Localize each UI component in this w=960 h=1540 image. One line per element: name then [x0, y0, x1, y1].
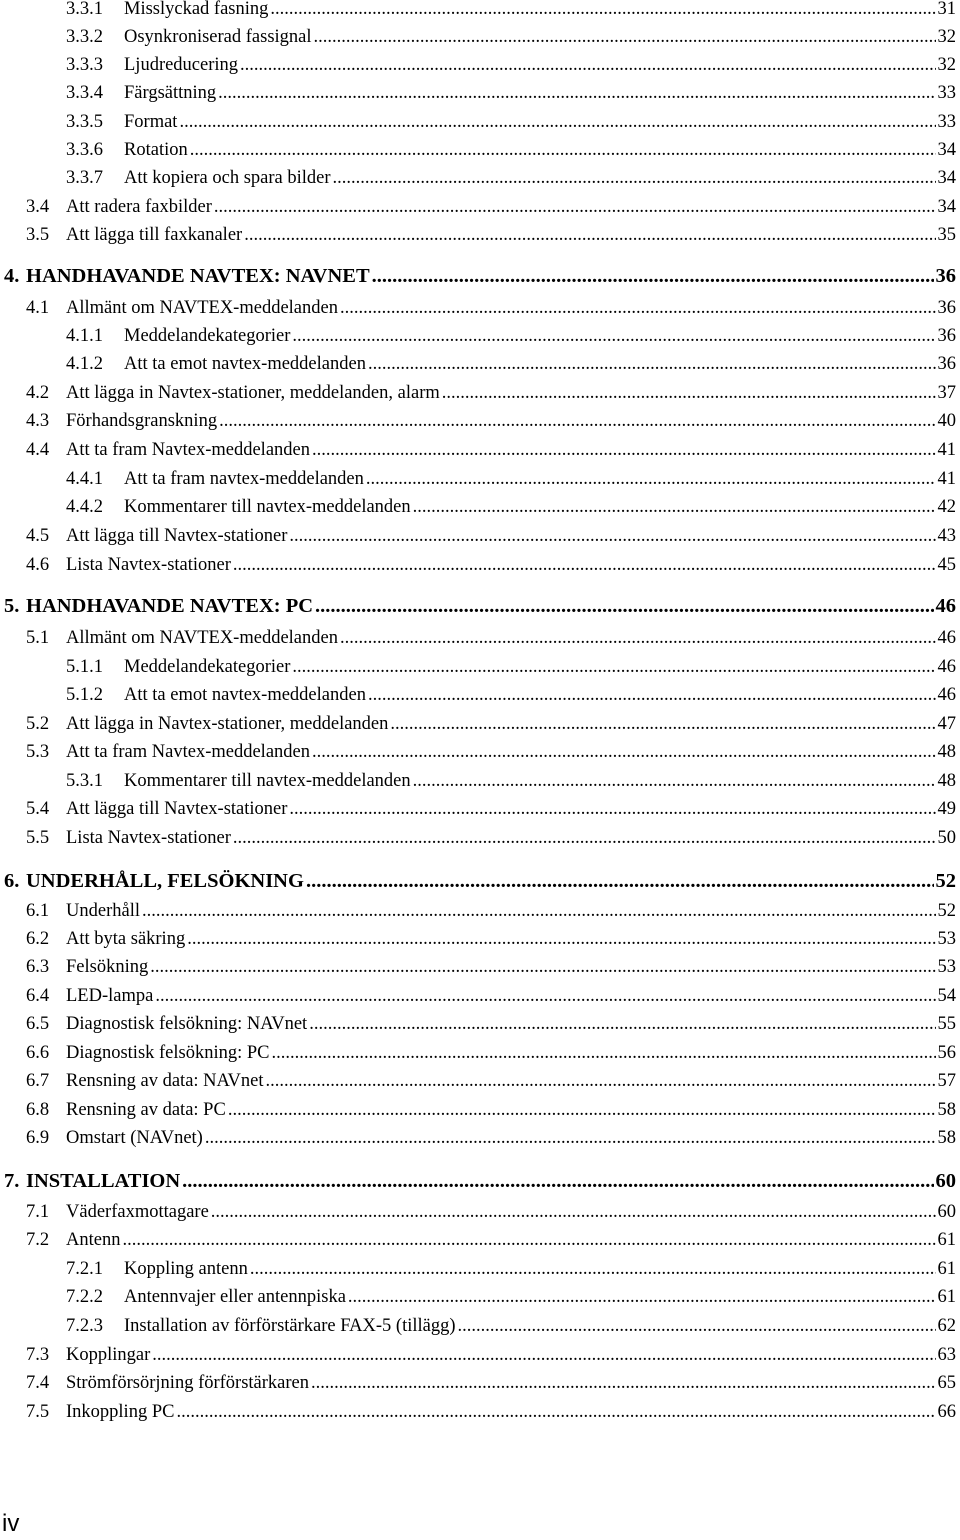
toc-entry-number: 5.1 — [26, 628, 50, 648]
toc-entry-number: 4.4 — [26, 440, 50, 460]
toc-entry-number: 4.1 — [26, 298, 50, 318]
toc-entry-page: 41 — [937, 469, 956, 489]
toc-entry-title: Att ta emot navtex-meddelanden — [124, 354, 366, 374]
toc-dot-leader — [315, 594, 933, 618]
toc-entry-page: 40 — [937, 411, 956, 431]
toc-dot-leader — [270, 0, 935, 21]
toc-entry[interactable] — [66, 53, 956, 77]
toc-entry-page: 46 — [937, 657, 956, 677]
toc-entry[interactable] — [26, 1098, 956, 1122]
toc-entry-number: 4. — [4, 265, 20, 287]
toc-entry[interactable] — [26, 1228, 956, 1252]
toc-entry-title: HANDHAVANDE NAVTEX: NAVNET — [26, 265, 370, 287]
toc-dot-leader — [233, 826, 936, 850]
toc-entry-title: Allmänt om NAVTEX-meddelanden — [66, 298, 338, 318]
toc-dot-leader — [292, 324, 935, 348]
toc-entry-title: Att byta säkring — [66, 929, 186, 949]
toc-entry[interactable] — [66, 324, 956, 348]
toc-entry-title: Strömförsörjning förförstärkaren — [66, 1373, 310, 1393]
toc-entry-number: 5. — [4, 595, 20, 617]
toc-entry-number: 3.4 — [26, 197, 50, 217]
toc-dot-leader — [187, 927, 935, 951]
toc-entry-title: Att ta fram Navtex-meddelanden — [66, 440, 310, 460]
toc-entry-title: Kommentarer till navtex-meddelanden — [124, 497, 411, 517]
toc-entry[interactable] — [66, 495, 956, 519]
toc-entry-number: 5.1.2 — [66, 685, 103, 705]
toc-entry[interactable] — [4, 869, 956, 893]
toc-entry[interactable] — [66, 352, 956, 376]
toc-entry-title: Väderfaxmottagare — [66, 1202, 209, 1222]
toc-entry-number: 6.6 — [26, 1043, 50, 1063]
toc-entry-number: 7.2.3 — [66, 1316, 103, 1336]
toc-entry[interactable] — [4, 1169, 956, 1193]
toc-dot-leader — [348, 1285, 936, 1309]
toc-entry-title: Antenn — [66, 1230, 121, 1250]
toc-dot-leader — [244, 223, 935, 247]
toc-entry-number: 5.3 — [26, 742, 50, 762]
toc-entry-title: Kommentarer till navtex-meddelanden — [124, 771, 411, 791]
toc-entry[interactable] — [66, 0, 956, 21]
toc-entry-number: 7.3 — [26, 1345, 50, 1365]
toc-entry-title: Att lägga in Navtex-stationer, meddelanden — [66, 714, 389, 734]
toc-entry[interactable] — [26, 1343, 956, 1367]
toc-entry-title: LED-lampa — [66, 986, 154, 1006]
toc-entry[interactable] — [26, 381, 956, 405]
toc-entry-page: 46 — [935, 595, 956, 617]
toc-entry-title: INSTALLATION — [26, 1170, 181, 1192]
toc-entry-title: Förhandsgranskning — [66, 411, 218, 431]
toc-entry-page: 34 — [937, 197, 956, 217]
toc-dot-leader — [179, 110, 935, 134]
toc-entry-title: Att lägga in Navtex-stationer, meddelanden, alarm — [66, 383, 440, 403]
toc-entry-page: 36 — [937, 354, 956, 374]
toc-entry-number: 3.3.7 — [66, 168, 103, 188]
toc-entry-page: 60 — [937, 1202, 956, 1222]
toc-dot-leader — [142, 899, 936, 923]
toc-entry[interactable] — [26, 1126, 956, 1150]
toc-entry-page: 36 — [937, 298, 956, 318]
toc-entry-number: 4.4.1 — [66, 469, 103, 489]
toc-dot-leader — [190, 138, 936, 162]
toc-entry-title: UNDERHÅLL, FELSÖKNING — [26, 870, 304, 892]
toc-dot-leader — [314, 25, 936, 49]
toc-entry-title: Allmänt om NAVTEX-meddelanden — [66, 628, 338, 648]
toc-entry[interactable] — [26, 438, 956, 462]
toc-entry[interactable] — [26, 409, 956, 433]
toc-dot-leader — [122, 1228, 935, 1252]
toc-dot-leader — [442, 381, 936, 405]
toc-entry-title: Osynkroniserad fassignal — [124, 27, 312, 47]
toc-entry-number: 6.9 — [26, 1128, 50, 1148]
toc-entry-title: Installation av förförstärkare FAX-5 (tillägg) — [124, 1316, 456, 1336]
toc-entry-page: 53 — [937, 929, 956, 949]
toc-entry-page: 31 — [937, 0, 956, 19]
toc-entry-page: 52 — [935, 870, 956, 892]
toc-entry[interactable] — [66, 769, 956, 793]
toc-entry-page: 48 — [937, 742, 956, 762]
toc-entry-title: Diagnostisk felsökning: PC — [66, 1043, 270, 1063]
toc-entry-title: Att radera faxbilder — [66, 197, 212, 217]
toc-entry-page: 47 — [937, 714, 956, 734]
toc-dot-leader — [366, 467, 936, 491]
toc-entry-page: 36 — [935, 265, 956, 287]
toc-entry-page: 33 — [937, 83, 956, 103]
toc-dot-leader — [372, 264, 934, 288]
toc-entry[interactable] — [26, 626, 956, 650]
page-number: iv — [2, 1510, 20, 1537]
toc-entry[interactable] — [26, 984, 956, 1008]
toc-entry[interactable] — [26, 1041, 956, 1065]
toc-dot-leader — [182, 1169, 933, 1193]
toc-entry[interactable] — [26, 1012, 956, 1036]
toc-entry-number: 4.6 — [26, 555, 50, 575]
toc-entry[interactable] — [26, 712, 956, 736]
toc-entry-title: Meddelandekategorier — [124, 326, 291, 346]
toc-entry-number: 7.1 — [26, 1202, 50, 1222]
toc-entry[interactable] — [66, 110, 956, 134]
toc-entry-page: 50 — [937, 828, 956, 848]
toc-entry-number: 5.2 — [26, 714, 50, 734]
toc-dot-leader — [311, 1371, 935, 1395]
toc-entry-page: 41 — [937, 440, 956, 460]
toc-entry-number: 5.1.1 — [66, 657, 103, 677]
toc-entry-number: 4.4.2 — [66, 497, 103, 517]
toc-entry-number: 7.2.1 — [66, 1259, 103, 1279]
toc-entry[interactable] — [66, 25, 956, 49]
toc-entry-title: Att lägga till Navtex-stationer — [66, 526, 288, 546]
toc-entry-title: Rensning av data: NAVnet — [66, 1071, 264, 1091]
toc-dot-leader — [289, 797, 935, 821]
toc-entry[interactable] — [66, 166, 956, 190]
toc-entry[interactable] — [26, 223, 956, 247]
toc-entry-title: Kopplingar — [66, 1345, 151, 1365]
toc-entry-title: HANDHAVANDE NAVTEX: PC — [26, 595, 314, 617]
toc-dot-leader — [211, 1200, 936, 1224]
toc-dot-leader — [228, 1098, 936, 1122]
toc-entry-number: 7.2.2 — [66, 1287, 103, 1307]
toc-entry-title: Att kopiera och spara bilder — [124, 168, 331, 188]
toc-entry-page: 46 — [937, 685, 956, 705]
toc-entry-number: 4.1.1 — [66, 326, 103, 346]
toc-entry-title: Felsökning — [66, 957, 149, 977]
toc-entry-page: 55 — [937, 1014, 956, 1034]
toc-dot-leader — [340, 626, 936, 650]
toc-entry[interactable] — [26, 955, 956, 979]
toc-entry-number: 6. — [4, 870, 20, 892]
toc-dot-leader — [413, 769, 936, 793]
toc-entry-number: 6.2 — [26, 929, 50, 949]
toc-dot-leader — [150, 955, 935, 979]
toc-entry-page: 32 — [937, 27, 956, 47]
toc-entry-page: 49 — [937, 799, 956, 819]
toc-entry-number: 4.5 — [26, 526, 50, 546]
toc-dot-leader — [309, 1012, 935, 1036]
toc-entry-title: Koppling antenn — [124, 1259, 248, 1279]
toc-entry-title: Att ta fram Navtex-meddelanden — [66, 742, 310, 762]
toc-entry-title: Ljudreducering — [124, 55, 239, 75]
toc-entry-page: 58 — [937, 1128, 956, 1148]
toc-entry-number: 7. — [4, 1170, 20, 1192]
toc-entry-number: 3.3.6 — [66, 140, 103, 160]
toc-entry-title: Format — [124, 112, 178, 132]
toc-entry-title: Misslyckad fasning — [124, 0, 269, 19]
toc-entry-page: 48 — [937, 771, 956, 791]
toc-entry[interactable] — [26, 553, 956, 577]
toc-entry-number: 4.1.2 — [66, 354, 103, 374]
toc-entry[interactable] — [66, 81, 956, 105]
toc-entry[interactable] — [26, 797, 956, 821]
toc-entry-page: 37 — [937, 383, 956, 403]
toc-entry-title: Att ta emot navtex-meddelanden — [124, 685, 366, 705]
toc-entry[interactable] — [66, 1285, 956, 1309]
toc-entry-number: 6.1 — [26, 901, 50, 921]
toc-entry[interactable] — [26, 740, 956, 764]
toc-entry[interactable] — [26, 899, 956, 923]
toc-dot-leader — [306, 869, 934, 893]
toc-entry-page: 61 — [937, 1230, 956, 1250]
toc-entry-page: 53 — [937, 957, 956, 977]
toc-dot-leader — [250, 1257, 936, 1281]
toc-entry-number: 5.4 — [26, 799, 50, 819]
toc-entry-page: 65 — [937, 1373, 956, 1393]
toc-entry-title: Lista Navtex-stationer — [66, 828, 231, 848]
toc-dot-leader — [292, 655, 935, 679]
toc-dot-leader — [176, 1400, 935, 1424]
toc-entry-page: 35 — [937, 225, 956, 245]
toc-entry-page: 57 — [937, 1071, 956, 1091]
toc-entry-title: Att ta fram navtex-meddelanden — [124, 469, 364, 489]
toc-entry[interactable] — [66, 467, 956, 491]
toc-dot-leader — [368, 683, 936, 707]
toc-dot-leader — [240, 53, 935, 77]
toc-entry-title: Diagnostisk felsökning: NAVnet — [66, 1014, 308, 1034]
toc-entry-title: Meddelandekategorier — [124, 657, 291, 677]
toc-entry-page: 34 — [937, 168, 956, 188]
toc-entry-page: 63 — [937, 1345, 956, 1365]
toc-entry-page: 52 — [937, 901, 956, 921]
toc-entry-page: 66 — [937, 1402, 956, 1422]
toc-entry-number: 3.3.4 — [66, 83, 103, 103]
toc-entry-number: 3.3.1 — [66, 0, 103, 19]
toc-dot-leader — [333, 166, 936, 190]
toc-entry[interactable] — [26, 1200, 956, 1224]
toc-entry[interactable] — [26, 826, 956, 850]
toc-entry[interactable] — [66, 1314, 956, 1338]
toc-entry-number: 6.5 — [26, 1014, 50, 1034]
toc-entry-number: 4.3 — [26, 411, 50, 431]
toc-entry[interactable] — [26, 1371, 956, 1395]
toc-entry-page: 32 — [937, 55, 956, 75]
toc-entry-title: Lista Navtex-stationer — [66, 555, 231, 575]
toc-entry-number: 3.3.2 — [66, 27, 103, 47]
toc-dot-leader — [413, 495, 936, 519]
toc-entry-page: 54 — [937, 986, 956, 1006]
toc-dot-leader — [312, 740, 936, 764]
toc-entry[interactable] — [66, 138, 956, 162]
toc-entry-number: 3.3.3 — [66, 55, 103, 75]
toc-entry-number: 7.5 — [26, 1402, 50, 1422]
toc-entry-title: Rotation — [124, 140, 188, 160]
toc-entry-page: 46 — [937, 628, 956, 648]
toc-entry[interactable] — [26, 1400, 956, 1424]
toc-dot-leader — [214, 195, 936, 219]
toc-entry-page: 36 — [937, 326, 956, 346]
toc-entry-page: 33 — [937, 112, 956, 132]
toc-entry[interactable] — [66, 683, 956, 707]
toc-entry-title: Inkoppling PC — [66, 1402, 175, 1422]
toc-entry-title: Omstart (NAVnet) — [66, 1128, 203, 1148]
toc-entry[interactable] — [66, 1257, 956, 1281]
toc-entry-number: 7.2 — [26, 1230, 50, 1250]
toc-entry-title: Att lägga till faxkanaler — [66, 225, 243, 245]
toc-dot-leader — [289, 524, 935, 548]
toc-entry-title: Underhåll — [66, 901, 140, 921]
toc-entry-number: 4.2 — [26, 383, 50, 403]
toc-entry-page: 61 — [937, 1287, 956, 1307]
toc-dot-leader — [265, 1069, 935, 1093]
toc-entry-page: 60 — [935, 1170, 956, 1192]
toc-entry-number: 5.5 — [26, 828, 50, 848]
toc-entry-page: 43 — [937, 526, 956, 546]
toc-entry-number: 6.3 — [26, 957, 50, 977]
toc-dot-leader — [233, 553, 936, 577]
toc-entry-number: 6.7 — [26, 1071, 50, 1091]
toc-entry-page: 56 — [937, 1043, 956, 1063]
toc-entry-number: 3.3.5 — [66, 112, 103, 132]
toc-entry-number: 7.4 — [26, 1373, 50, 1393]
toc-entry-page: 45 — [937, 555, 956, 575]
toc-entry-page: 42 — [937, 497, 956, 517]
toc-dot-leader — [458, 1314, 936, 1338]
toc-entry[interactable] — [26, 296, 956, 320]
toc-entry-title: Att lägga till Navtex-stationer — [66, 799, 288, 819]
toc-dot-leader — [340, 296, 936, 320]
toc-entry-page: 58 — [937, 1100, 956, 1120]
toc-dot-leader — [272, 1041, 936, 1065]
toc-entry-number: 3.5 — [26, 225, 50, 245]
toc-entry[interactable] — [66, 655, 956, 679]
toc-entry-title: Färgsättning — [124, 83, 217, 103]
toc-entry[interactable] — [26, 524, 956, 548]
toc-dot-leader — [312, 438, 936, 462]
toc-dot-leader — [218, 81, 935, 105]
toc-entry-page: 62 — [937, 1316, 956, 1336]
toc-entry-number: 6.8 — [26, 1100, 50, 1120]
toc-dot-leader — [390, 712, 935, 736]
toc-entry[interactable] — [26, 195, 956, 219]
toc-entry-number: 5.3.1 — [66, 771, 103, 791]
toc-dot-leader — [368, 352, 936, 376]
toc-entry-number: 6.4 — [26, 986, 50, 1006]
toc-entry[interactable] — [4, 594, 956, 618]
toc-entry-title: Rensning av data: PC — [66, 1100, 226, 1120]
toc-entry-title: Antennvajer eller antennpiska — [124, 1287, 346, 1307]
toc-entry[interactable] — [26, 1069, 956, 1093]
toc-entry[interactable] — [4, 264, 956, 288]
toc-entry-page: 34 — [937, 140, 956, 160]
toc-entry[interactable] — [26, 927, 956, 951]
toc-dot-leader — [205, 1126, 936, 1150]
toc-dot-leader — [155, 984, 935, 1008]
toc-entry-page: 61 — [937, 1259, 956, 1279]
toc-dot-leader — [219, 409, 935, 433]
toc-dot-leader — [152, 1343, 935, 1367]
